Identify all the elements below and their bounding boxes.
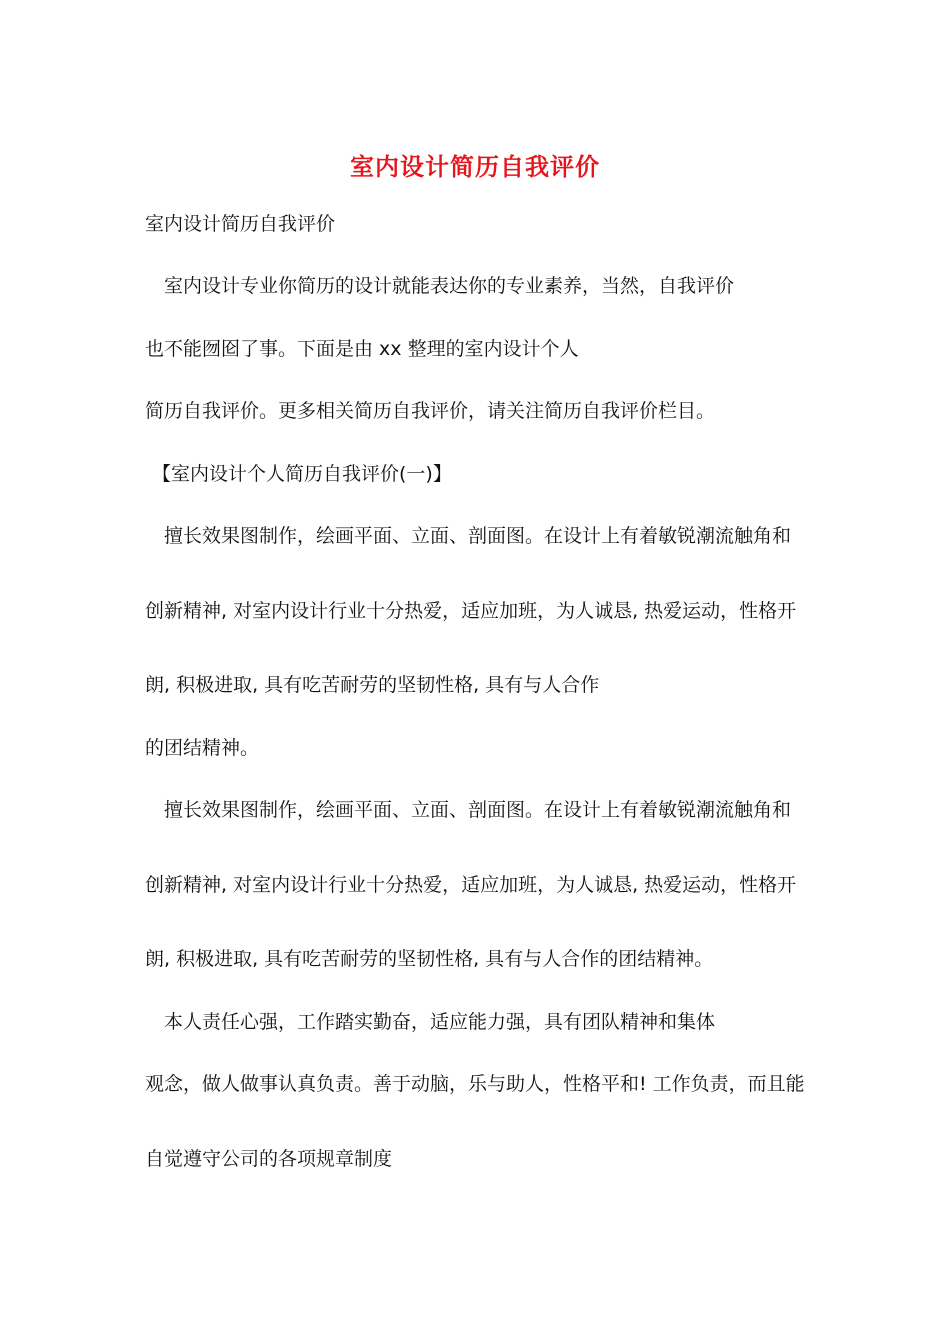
paragraph-line: 的团结精神。 xyxy=(145,737,260,759)
paragraph-line: 创新精神, 对室内设计行业十分热爱，适应加班，为人诚恳, 热爱运动，性格开 xyxy=(145,600,797,622)
paragraph-line: 擅长效果图制作，绘画平面、立面、剖面图。在设计上有着敏锐潮流触角和 xyxy=(145,799,792,821)
paragraph-line: 朗, 积极进取, 具有吃苦耐劳的坚韧性格, 具有与人合作 xyxy=(145,674,600,696)
section-heading: 【室内设计个人简历自我评价(一)】 xyxy=(152,463,452,485)
paragraph-line: 也不能囫囵了事。下面是由 xx 整理的室内设计个人 xyxy=(145,338,579,360)
paragraph-line: 擅长效果图制作，绘画平面、立面、剖面图。在设计上有着敏锐潮流触角和 xyxy=(145,525,792,547)
paragraph-line: 朗, 积极进取, 具有吃苦耐劳的坚韧性格, 具有与人合作的团结精神。 xyxy=(145,948,714,970)
paragraph-line: 观念，做人做事认真负责。善于动脑，乐与助人，性格平和! 工作负责，而且能 xyxy=(145,1073,805,1095)
paragraph-line: 自觉遵守公司的各项规章制度 xyxy=(145,1148,393,1170)
paragraph-line: 创新精神, 对室内设计行业十分热爱，适应加班，为人诚恳, 热爱运动，性格开 xyxy=(145,874,797,896)
document-title: 室内设计简历自我评价 xyxy=(350,152,600,181)
paragraph-line: 室内设计专业你简历的设计就能表达你的专业素养，当然，自我评价 xyxy=(145,275,735,297)
paragraph-line: 简历自我评价。更多相关简历自我评价，请关注简历自我评价栏目。 xyxy=(145,400,716,422)
paragraph-line: 本人责任心强，工作踏实勤奋，适应能力强，具有团队精神和集体 xyxy=(145,1011,716,1033)
document-subtitle: 室内设计简历自我评价 xyxy=(145,213,336,235)
